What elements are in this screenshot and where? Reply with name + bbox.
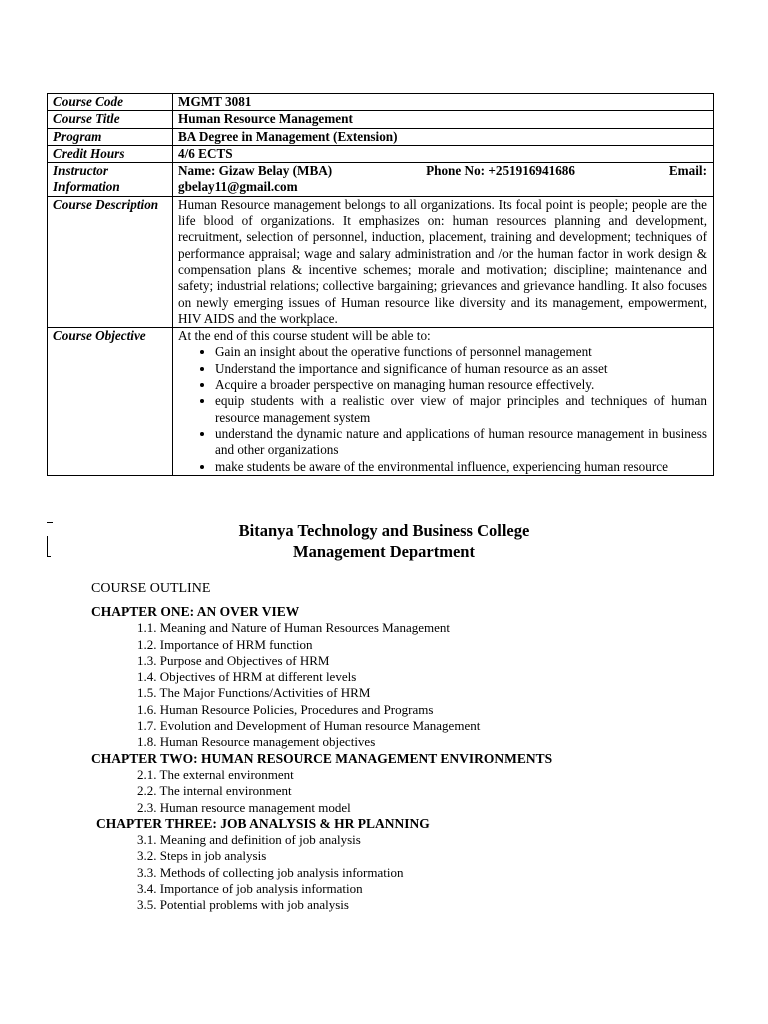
table-row-course-title: [48, 111, 714, 128]
course-title-label: Course Title: [48, 111, 173, 128]
list-item: 2.2. The internal environment: [137, 783, 292, 799]
list-item: • understand the dynamic nature and applications of human resource management in business and other organizations: [215, 426, 707, 459]
table-row-credit-hours: [48, 145, 714, 162]
list-item: • Gain an insight about the operative functions of personnel management: [215, 344, 707, 360]
objective-intro: At the end of this course student will be able to:: [178, 328, 431, 344]
course-title-value: Human Resource Management: [173, 111, 714, 128]
instructor-email-label: Email:: [668, 163, 707, 179]
instructor-email: gbelay11@gmail.com: [178, 179, 298, 195]
course-description-text: Human Resource management belongs to all organizations. Its focal point is people; people are the life blood of organizations. It emphasizes on: human resources planning and development, recruitment, selection of personnel, induction, placement, training and development; techniques of performance appraisal; wage and salary administration and /or the human factor in work design & compensation plans & incentive schemes; morale and motivation; discipline; maintenance and safety; industrial relations; collective bargaining; grievances and grievance handling. It also focuses on newly emerging issues of Human resource like diversity and its management, empowerment, HIV AIDS and the workplace.: [173, 196, 714, 327]
list-item: 1.7. Evolution and Development of Human resource Management: [137, 718, 481, 734]
list-item: 1.3. Purpose and Objectives of HRM: [137, 652, 330, 668]
course-objective-cell: [173, 328, 714, 476]
list-item: 3.4. Importance of job analysis information: [137, 881, 363, 897]
program-label: Program: [48, 128, 173, 145]
program-value: BA Degree in Management (Extension): [173, 128, 714, 145]
instructor-label: [48, 163, 173, 197]
outline-title: COURSE OUTLINE: [91, 581, 211, 596]
course-objective-label: Course Objective: [48, 328, 173, 476]
instructor-label-line-1: Instructor: [53, 163, 108, 179]
list-item: 1.2. Importance of HRM function: [137, 636, 313, 652]
department-name: Management Department: [293, 542, 475, 561]
list-item: • Acquire a broader perspective on managing human resource effectively.: [215, 377, 707, 393]
list-item: • equip students with a realistic over view of major principles and techniques of human resource management system: [215, 393, 707, 426]
table-row-objective: [48, 328, 714, 476]
course-code-value: MGMT 3081: [173, 94, 714, 111]
table-row-instructor: [48, 163, 714, 197]
course-info-table: [47, 93, 714, 476]
list-item: 3.1. Meaning and definition of job analysis: [137, 832, 361, 848]
college-name: Bitanya Technology and Business College: [238, 521, 530, 540]
list-item: • make students be aware of the environmental influence, experiencing human resource: [215, 459, 707, 475]
course-description-label: Course Description: [48, 196, 173, 327]
instructor-label-line-2: Information: [53, 179, 120, 195]
instructor-name: Name: Gizaw Belay (MBA): [178, 163, 333, 179]
list-item: 1.5. The Major Functions/Activities of HRM: [137, 685, 371, 701]
list-item: 3.3. Methods of collecting job analysis information: [137, 864, 404, 880]
objective-list: [178, 344, 707, 474]
chapter-two-title: CHAPTER TWO: HUMAN RESOURCE MANAGEMENT ENVIRONMENTS: [91, 750, 553, 766]
list-item: 1.8. Human Resource management objectives: [137, 734, 376, 750]
table-row-program: [48, 128, 714, 145]
list-item: 3.5. Potential problems with job analysis: [137, 897, 349, 913]
list-item: 2.1. The external environment: [137, 766, 294, 782]
course-outline: [91, 580, 691, 914]
chapter-three-title: CHAPTER THREE: JOB ANALYSIS & HR PLANNING: [96, 815, 430, 831]
list-item: 1.4. Objectives of HRM at different levels: [137, 669, 357, 685]
course-info-table-region: [47, 93, 715, 481]
instructor-info-line: [178, 163, 707, 179]
instructor-value: [173, 163, 714, 197]
credit-hours-value: 4/6 ECTS: [173, 145, 714, 162]
list-item: 1.6. Human Resource Policies, Procedures and Programs: [137, 701, 434, 717]
list-item: 2.3. Human resource management model: [137, 799, 351, 815]
credit-hours-label: Credit Hours: [48, 145, 173, 162]
table-row-course-code: [48, 94, 714, 111]
list-item: 3.2. Steps in job analysis: [137, 848, 267, 864]
course-code-label: Course Code: [48, 94, 173, 111]
table-row-description: [48, 196, 714, 327]
chapter-one-title: CHAPTER ONE: AN OVER VIEW: [91, 604, 300, 619]
list-item: 1.1. Meaning and Nature of Human Resources Management: [137, 620, 450, 636]
instructor-phone: Phone No: +251916941686: [426, 163, 575, 179]
list-item: • Understand the importance and significance of human resource as an asset: [215, 361, 707, 377]
